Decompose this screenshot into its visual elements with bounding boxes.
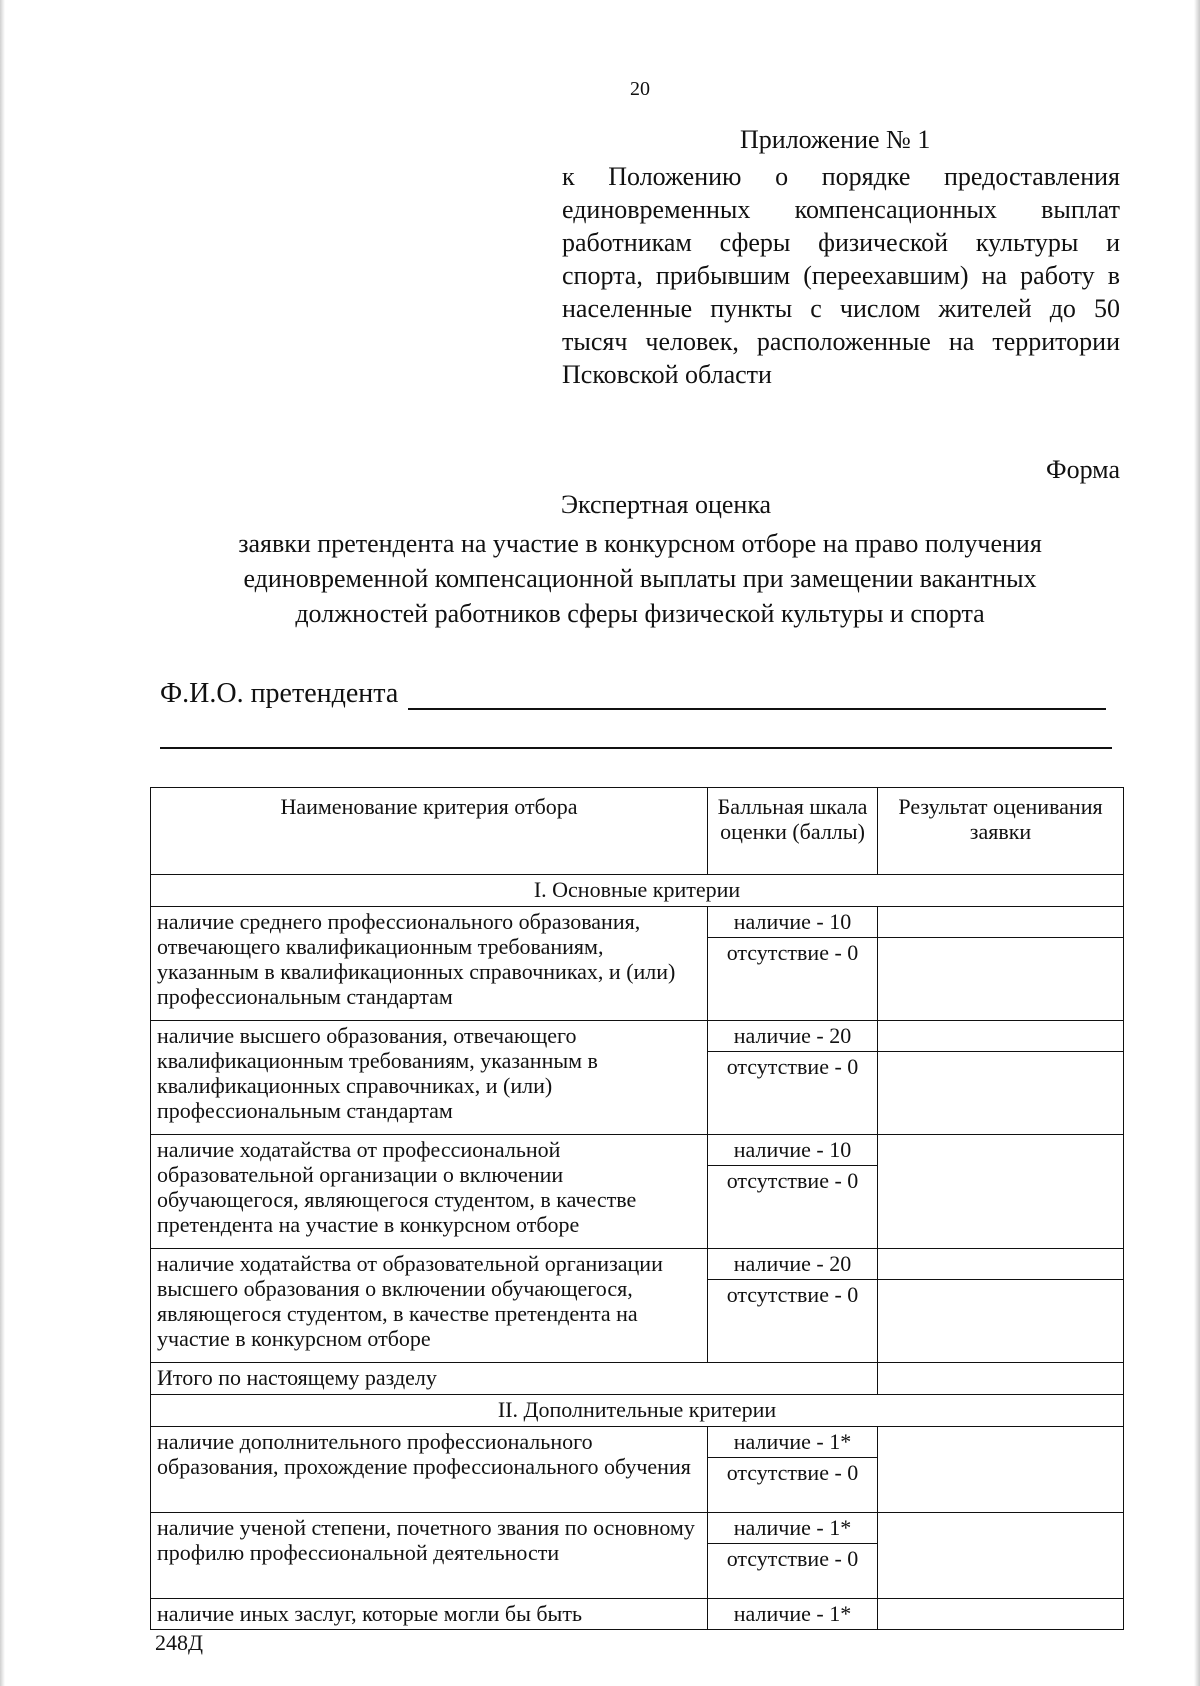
table-row — [151, 1599, 1124, 1630]
result-cell[interactable] — [878, 1513, 1124, 1599]
table-header-row — [151, 788, 1124, 875]
score-no: отсутствие - 0 — [708, 1280, 878, 1363]
appendix-text: к Положению о порядке предоставления единовременных компенсационных выплат работникам сферы физической культуры и спорта, прибывшим (переехавшим) на работу в населенные пункты с числом жителей до 50 тысяч человек, расположенные на территории Псковской области — [562, 162, 1120, 389]
criterion-cell: наличие ученой степени, почетного звания по основному профилю профессиональной деятельности — [151, 1513, 708, 1599]
criterion-cell: наличие иных заслуг, которые могли бы быть — [151, 1599, 708, 1630]
scan-edge-right — [1194, 0, 1200, 1686]
criterion-cell: наличие ходатайства от профессиональной образовательной организации о включении обучающегося, являющегося студентом, в качестве претендента на участие в конкурсном отборе — [151, 1135, 708, 1249]
score-no: отсутствие - 0 — [708, 938, 878, 1021]
page-number: 20 — [630, 78, 650, 100]
score-yes: наличие - 10 — [708, 907, 878, 938]
result-cell[interactable] — [878, 1599, 1124, 1630]
table-row — [151, 1513, 1124, 1544]
table-row — [151, 1427, 1124, 1458]
scan-edge-left — [0, 0, 5, 1686]
total-row — [151, 1363, 1124, 1395]
score-no: отсутствие - 0 — [708, 1544, 878, 1599]
total-label: Итого по настоящему разделу — [151, 1363, 878, 1395]
fio-input-line[interactable] — [408, 678, 1106, 710]
score-no: отсутствие - 0 — [708, 1166, 878, 1249]
score-yes: наличие - 20 — [708, 1249, 878, 1280]
fio-input-line-2[interactable] — [160, 747, 1112, 749]
score-yes: наличие - 1* — [708, 1513, 878, 1544]
document-subtitle: заявки претендента на участие в конкурсном отборе на право получения единовременной компенсационной выплаты при замещении вакантных должностей работников сферы физической культуры и спорта — [238, 529, 1042, 628]
score-yes: наличие - 1* — [708, 1427, 878, 1458]
fio-label: Ф.И.О. претендента — [160, 678, 399, 709]
result-cell[interactable] — [878, 1280, 1124, 1363]
appendix-title: Приложение № 1 — [740, 125, 931, 154]
section-row — [151, 875, 1124, 907]
fio-row — [160, 678, 1106, 710]
footer-code: 248Д — [155, 1630, 204, 1655]
table-row — [151, 907, 1124, 938]
document-title: Экспертная оценка — [560, 490, 772, 519]
score-yes: наличие - 20 — [708, 1021, 878, 1052]
header-criterion: Наименование критерия отбора — [151, 788, 708, 875]
result-cell[interactable] — [878, 1135, 1124, 1249]
header-result: Результат оценивания заявки — [878, 788, 1124, 875]
result-cell[interactable] — [878, 1021, 1124, 1052]
section-row — [151, 1395, 1124, 1427]
form-label: Форма — [1046, 455, 1120, 484]
criterion-cell: наличие ходатайства от образовательной организации высшего образования о включении обучающегося, являющегося студентом, в качестве претендента на участие в конкурсном отборе — [151, 1249, 708, 1363]
result-cell[interactable] — [878, 938, 1124, 1021]
score-yes: наличие - 10 — [708, 1135, 878, 1166]
section-title-1: I. Основные критерии — [151, 875, 1124, 907]
section-title-2: II. Дополнительные критерии — [151, 1395, 1124, 1427]
result-cell[interactable] — [878, 1427, 1124, 1513]
table-row — [151, 1249, 1124, 1280]
result-cell[interactable] — [878, 907, 1124, 938]
score-no: отсутствие - 0 — [708, 1458, 878, 1513]
result-cell[interactable] — [878, 1249, 1124, 1280]
criterion-cell: наличие среднего профессионального образования, отвечающего квалификационным требованиям, указанным в квалификационных справочниках, и (или) профессиональным стандартам — [151, 907, 708, 1021]
criteria-table — [150, 787, 1124, 1630]
table-row — [151, 1135, 1124, 1166]
score-no: отсутствие - 0 — [708, 1052, 878, 1135]
criterion-cell: наличие дополнительного профессионального образования, прохождение профессионального обучения — [151, 1427, 708, 1513]
table-row — [151, 1021, 1124, 1052]
total-result-cell[interactable] — [878, 1363, 1124, 1395]
criterion-cell: наличие высшего образования, отвечающего квалификационным требованиям, указанным в квалификационных справочниках, и (или) профессиональным стандартам — [151, 1021, 708, 1135]
score-yes: наличие - 1* — [708, 1599, 878, 1630]
header-scale: Балльная шкала оценки (баллы) — [708, 788, 878, 875]
result-cell[interactable] — [878, 1052, 1124, 1135]
